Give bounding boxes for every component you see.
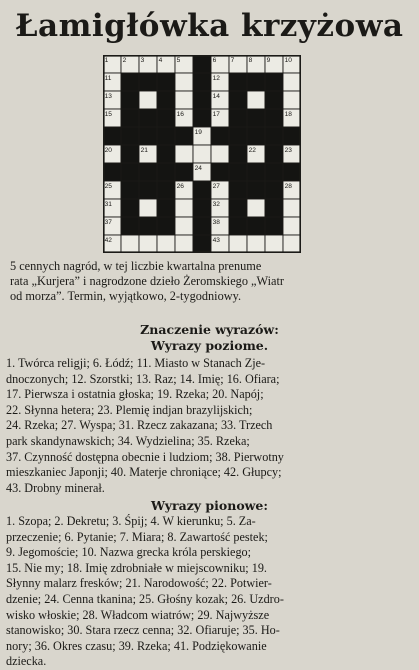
white-cell — [247, 91, 265, 109]
black-cell — [193, 55, 211, 73]
clue-line: 9. Jegomoście; 10. Nazwa grecka króla perskiego; — [6, 545, 252, 560]
cell-number: 18 — [284, 111, 292, 119]
black-cell — [139, 217, 157, 235]
vertical-heading: Wyrazy pionowe: — [150, 498, 268, 513]
white-cell — [265, 235, 283, 253]
clue-line: nory; 36. Okres czasu; 39. Rzeka; 41. Podziękowanie — [6, 638, 267, 653]
black-cell — [265, 145, 283, 163]
cell-number: 9 — [266, 57, 271, 65]
black-cell — [265, 199, 283, 217]
crossword-grid-svg — [103, 55, 301, 253]
clue-line: Słynny malarz fresków; 21. Narodowość; 22. Potwier- — [6, 576, 272, 591]
cell-number: 23 — [284, 147, 292, 155]
black-cell — [121, 217, 139, 235]
black-cell — [121, 109, 139, 127]
black-cell — [265, 91, 283, 109]
black-cell — [229, 199, 247, 217]
black-cell — [157, 91, 175, 109]
black-cell — [229, 181, 247, 199]
crossword-grid — [103, 55, 301, 253]
black-cell — [265, 109, 283, 127]
cell-number: 14 — [212, 93, 220, 101]
cell-number: 6 — [212, 57, 217, 65]
black-cell — [121, 145, 139, 163]
black-cell — [247, 127, 265, 145]
black-cell — [157, 181, 175, 199]
black-cell — [121, 181, 139, 199]
black-cell — [229, 73, 247, 91]
clue-line: 17. Pierwsza i ostatnia głoska; 19. Rzeka; 20. Napój; — [6, 387, 264, 402]
cell-number: 7 — [230, 57, 235, 65]
cell-number: 20 — [104, 147, 112, 155]
page-title: Łamigłówka krzyżowa — [15, 8, 404, 44]
cell-number: 32 — [212, 201, 220, 209]
white-cell — [229, 235, 247, 253]
black-cell — [139, 127, 157, 145]
black-cell — [139, 73, 157, 91]
black-cell — [157, 73, 175, 91]
black-cell — [229, 109, 247, 127]
black-cell — [265, 73, 283, 91]
black-cell — [103, 127, 121, 145]
cell-number: 25 — [104, 183, 112, 191]
black-cell — [247, 217, 265, 235]
prize-line: 5 cennych nagród, w tej liczbie kwartalna prenume — [10, 259, 262, 273]
black-cell — [157, 217, 175, 235]
cell-number: 17 — [212, 111, 220, 119]
black-cell — [193, 73, 211, 91]
black-cell — [229, 145, 247, 163]
black-cell — [229, 217, 247, 235]
white-cell — [175, 73, 193, 91]
horizontal-clues — [6, 356, 413, 496]
cell-number: 10 — [284, 57, 292, 65]
black-cell — [175, 127, 193, 145]
white-cell — [139, 235, 157, 253]
black-cell — [139, 163, 157, 181]
vertical-clues — [6, 514, 413, 670]
cell-number: 22 — [248, 147, 256, 155]
black-cell — [229, 91, 247, 109]
clue-line: 1. Twórca religji; 6. Łódź; 11. Miasto w Stanach Zje- — [6, 356, 266, 370]
white-cell — [175, 235, 193, 253]
black-cell — [265, 127, 283, 145]
cell-number: 21 — [140, 147, 148, 155]
cell-number: 24 — [194, 165, 202, 173]
cell-number: 19 — [194, 129, 202, 137]
white-cell — [193, 145, 211, 163]
white-cell — [139, 91, 157, 109]
black-cell — [157, 199, 175, 217]
black-cell — [193, 91, 211, 109]
cell-number: 16 — [176, 111, 184, 119]
black-cell — [265, 181, 283, 199]
white-cell — [175, 199, 193, 217]
white-cell — [283, 91, 301, 109]
black-cell — [193, 181, 211, 199]
black-cell — [193, 217, 211, 235]
black-cell — [121, 163, 139, 181]
prize-announcement — [10, 259, 409, 303]
clue-line: 15. Nie my; 18. Imię zdrobniałe w miejscowniku; 19. — [6, 560, 267, 575]
black-cell — [103, 163, 121, 181]
horizontal-heading: Wyrazy poziome. — [150, 338, 269, 353]
white-cell — [175, 217, 193, 235]
prize-line: od morza”. Termin, wyjątkowo, 2-tygodniowy. — [10, 288, 242, 303]
black-cell — [193, 109, 211, 127]
white-cell — [157, 235, 175, 253]
black-cell — [121, 73, 139, 91]
white-cell — [283, 235, 301, 253]
black-cell — [139, 181, 157, 199]
clue-line: 24. Rzeka; 27. Wyspa; 31. Rzecz zakazana; 33. Trzech — [6, 418, 273, 433]
black-cell — [265, 163, 283, 181]
cell-number: 43 — [212, 237, 220, 245]
clue-line: przeczenie; 6. Pytanie; 7. Miara; 8. Zawartość pestek; — [6, 529, 268, 544]
black-cell — [193, 199, 211, 217]
clue-line: 22. Słynna hetera; 23. Plemię indjan brazylijskich; — [6, 402, 253, 417]
black-cell — [157, 145, 175, 163]
clue-line: mieszkaniec Japonji; 40. Materje chroniące; 42. Głupcy; — [6, 465, 282, 480]
cell-number: 8 — [248, 57, 253, 65]
cell-number: 3 — [140, 57, 145, 65]
clue-line: wisko włoskie; 28. Władcom wiatrów; 29. Najwyższe — [6, 607, 270, 622]
clue-line: 43. Drobny minerał. — [6, 480, 105, 495]
black-cell — [247, 163, 265, 181]
black-cell — [139, 109, 157, 127]
black-cell — [247, 109, 265, 127]
black-cell — [265, 217, 283, 235]
cell-number: 28 — [284, 183, 292, 191]
clue-line: dziecka. — [6, 654, 47, 669]
prize-line: rata „Kurjera” i nagrodzone dzieło Żeromskiego „Wiatr — [10, 273, 285, 288]
black-cell — [121, 127, 139, 145]
black-cell — [283, 127, 301, 145]
black-cell — [157, 127, 175, 145]
clue-line: stanowisko; 30. Stara rzecz cenna; 32. Ofiaruje; 35. Ho- — [6, 623, 280, 638]
black-cell — [229, 127, 247, 145]
clue-line: dzenie; 24. Cenna tkanina; 25. Głośny kozak; 26. Uzdro- — [6, 591, 284, 606]
cell-number: 27 — [212, 183, 220, 191]
cell-number: 2 — [122, 57, 127, 65]
white-cell — [121, 235, 139, 253]
black-cell — [121, 91, 139, 109]
black-cell — [247, 181, 265, 199]
meaning-heading: Znaczenie wyrazów: — [140, 322, 279, 337]
black-cell — [247, 73, 265, 91]
cell-number: 37 — [104, 219, 112, 227]
cell-number: 1 — [104, 57, 109, 65]
white-cell — [283, 199, 301, 217]
cell-number: 5 — [176, 57, 181, 65]
black-cell — [229, 163, 247, 181]
white-cell — [211, 145, 229, 163]
black-cell — [157, 163, 175, 181]
black-cell — [175, 163, 193, 181]
clue-line: dnoczonych; 12. Szorstki; 13. Raz; 14. Imię; 16. Ofiara; — [6, 371, 280, 386]
black-cell — [157, 109, 175, 127]
white-cell — [283, 73, 301, 91]
cell-number: 13 — [104, 93, 112, 101]
cell-number: 12 — [212, 75, 220, 83]
clue-line: park skandynawskich; 34. Wydzielina; 35. Rzeka; — [6, 433, 250, 448]
clue-line: 37. Czynność dostępna obecnie i ludziom; 38. Pierwotny — [6, 449, 284, 464]
white-cell — [139, 199, 157, 217]
black-cell — [193, 235, 211, 253]
clue-line: 1. Szopa; 2. Dekretu; 3. Śpij; 4. W kierunku; 5. Za- — [6, 514, 256, 528]
cell-number: 38 — [212, 219, 220, 227]
cell-number: 31 — [104, 201, 112, 209]
cell-number: 4 — [158, 57, 163, 65]
cell-number: 11 — [104, 75, 112, 83]
white-cell — [247, 199, 265, 217]
black-cell — [211, 163, 229, 181]
white-cell — [175, 145, 193, 163]
white-cell — [175, 91, 193, 109]
white-cell — [247, 235, 265, 253]
cell-number: 15 — [104, 111, 112, 119]
cell-number: 42 — [104, 237, 112, 245]
black-cell — [211, 127, 229, 145]
white-cell — [283, 217, 301, 235]
black-cell — [283, 163, 301, 181]
black-cell — [121, 199, 139, 217]
cell-number: 26 — [176, 183, 184, 191]
